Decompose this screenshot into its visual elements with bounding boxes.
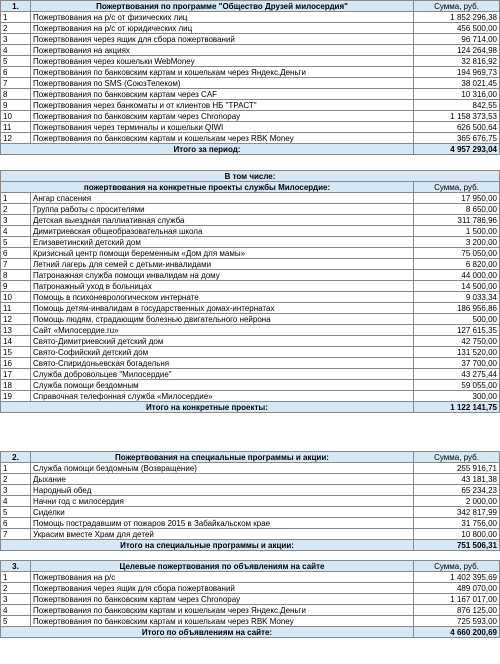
row-label: Пожертвования через терминалы и кошельки QIWI — [31, 122, 414, 133]
section-1-header — [1, 1, 500, 12]
total-label: Итого за период: — [1, 144, 414, 155]
table-row — [1, 12, 500, 23]
row-label: Димитриевская общеобразовательная школа — [31, 226, 414, 237]
table-row — [1, 347, 500, 358]
total-amount: 1 122 141,75 — [413, 402, 499, 413]
total-label: Итого на конкретные проекты: — [1, 402, 414, 413]
row-amount: 186 956,86 — [413, 303, 499, 314]
row-amount: 75 050,00 — [413, 248, 499, 259]
row-label: Пожертвования на р/с — [31, 572, 414, 583]
row-number: 13 — [1, 325, 31, 336]
row-amount: 42 750,00 — [413, 336, 499, 347]
table-row — [1, 380, 500, 391]
row-amount: 9 033,34 — [413, 292, 499, 303]
row-number: 10 — [1, 292, 31, 303]
row-number: 9 — [1, 100, 31, 111]
row-label: Помощь детям-инвалидам в государственных домах-интернатах — [31, 303, 414, 314]
row-number: 4 — [1, 226, 31, 237]
row-amount: 44 000,00 — [413, 270, 499, 281]
row-amount: 37 700,00 — [413, 358, 499, 369]
table-row — [1, 292, 500, 303]
section-1-total — [1, 144, 500, 155]
row-amount: 32 816,92 — [414, 56, 500, 67]
table-row — [1, 270, 500, 281]
row-amount: 124 264,98 — [414, 45, 500, 56]
row-label: Пожертвования на р/с от юридических лиц — [31, 23, 414, 34]
row-amount: 489 070,00 — [414, 583, 500, 594]
subheader-text: пожертвования на конкретные проекты службы Милосердие: — [1, 182, 414, 193]
projects-subheader-1 — [1, 171, 500, 182]
section-3-total — [1, 627, 500, 638]
amount-header: Сумма, руб. — [414, 452, 500, 463]
section-2-table — [0, 451, 500, 551]
row-number: 1 — [1, 463, 31, 474]
row-label: Патронажная служба помощи инвалидам на дому — [31, 270, 414, 281]
total-label: Итого на специальные программы и акции: — [1, 540, 414, 551]
row-label: Начни год с милосердия — [31, 496, 414, 507]
row-amount: 31 756,00 — [414, 518, 500, 529]
row-number: 4 — [1, 45, 31, 56]
row-number: 2 — [1, 23, 31, 34]
table-row — [1, 34, 500, 45]
row-number: 12 — [1, 314, 31, 325]
table-row — [1, 237, 500, 248]
row-number: 3 — [1, 485, 31, 496]
table-row — [1, 529, 500, 540]
row-amount: 6 820,00 — [413, 259, 499, 270]
section-2-total — [1, 540, 500, 551]
table-row — [1, 594, 500, 605]
row-number: 12 — [1, 133, 31, 144]
row-label: Сиделки — [31, 507, 414, 518]
row-amount: 59 055,00 — [413, 380, 499, 391]
table-row — [1, 122, 500, 133]
row-number: 10 — [1, 111, 31, 122]
row-label: Сайт «Милосердие.ru» — [31, 325, 414, 336]
table-row — [1, 572, 500, 583]
section-number: 1. — [1, 1, 31, 12]
row-number: 5 — [1, 507, 31, 518]
row-label: Пожертвования через ящик для сбора пожертвований — [31, 583, 414, 594]
table-row — [1, 474, 500, 485]
row-label: Пожертвования по SMS (СоюзТелеком) — [31, 78, 414, 89]
row-number: 19 — [1, 391, 31, 402]
row-label: Пожертвования по банковским картам через CAF — [31, 89, 414, 100]
row-label: Народный обед — [31, 485, 414, 496]
row-label: Справочная телефонная служба «Милосердие» — [31, 391, 414, 402]
row-label: Ангар спасения — [31, 193, 414, 204]
amount-header: Сумма, руб. — [414, 1, 500, 12]
row-label: Кризисный центр помощи беременным «Дом для мамы» — [31, 248, 414, 259]
row-amount: 10 800,00 — [414, 529, 500, 540]
row-number: 7 — [1, 529, 31, 540]
total-amount: 4 957 293,04 — [414, 144, 500, 155]
table-row — [1, 133, 500, 144]
row-number: 6 — [1, 67, 31, 78]
section-number: 2. — [1, 452, 31, 463]
row-number: 2 — [1, 474, 31, 485]
table-row — [1, 325, 500, 336]
row-number: 6 — [1, 518, 31, 529]
row-amount: 10 316,00 — [414, 89, 500, 100]
table-row — [1, 358, 500, 369]
row-number: 1 — [1, 12, 31, 23]
row-label: Служба помощи бездомным — [31, 380, 414, 391]
table-row — [1, 463, 500, 474]
section-title: Целевые пожертвования по объявлениям на сайте — [31, 561, 414, 572]
table-row — [1, 259, 500, 270]
row-label: Детская выездная паллиативная служба — [31, 215, 414, 226]
row-amount: 65 234,23 — [414, 485, 500, 496]
row-amount: 8 650,00 — [413, 204, 499, 215]
row-amount: 127 615,35 — [413, 325, 499, 336]
row-number: 1 — [1, 193, 31, 204]
row-amount: 131 520,00 — [413, 347, 499, 358]
section-3-table — [0, 560, 500, 638]
table-row — [1, 111, 500, 122]
row-amount: 1 158 373,53 — [414, 111, 500, 122]
row-amount: 1 852 296,38 — [414, 12, 500, 23]
table-row — [1, 605, 500, 616]
row-amount: 300,00 — [413, 391, 499, 402]
projects-table — [0, 170, 500, 413]
row-amount: 96 714,00 — [414, 34, 500, 45]
section-title: Пожертвования по программе "Общество Друзей милосердия" — [31, 1, 414, 12]
row-label: Служба помощи бездомным (Возвращение) — [31, 463, 414, 474]
row-label: Украсим вместе Храм для детей — [31, 529, 414, 540]
table-row — [1, 204, 500, 215]
row-number: 2 — [1, 583, 31, 594]
table-row — [1, 56, 500, 67]
projects-total — [1, 402, 500, 413]
amount-header: Сумма, руб. — [414, 561, 500, 572]
row-number: 11 — [1, 303, 31, 314]
row-number: 3 — [1, 215, 31, 226]
row-label: Пожертвования по банковским картам и кошелькам через Яндекс.Деньги — [31, 605, 414, 616]
row-label: Пожертвования через ящик для сбора пожертвований — [31, 34, 414, 45]
table-row — [1, 67, 500, 78]
total-amount: 751 506,31 — [414, 540, 500, 551]
row-amount: 43 181,38 — [414, 474, 500, 485]
row-number: 1 — [1, 572, 31, 583]
row-label: Помощь людям, страдающим болезнью двигательного нейрона — [31, 314, 414, 325]
table-row — [1, 78, 500, 89]
subheader-text: В том числе: — [1, 171, 500, 182]
table-row — [1, 391, 500, 402]
row-amount: 365 676,75 — [414, 133, 500, 144]
table-row — [1, 23, 500, 34]
table-row — [1, 496, 500, 507]
section-number: 3. — [1, 561, 31, 572]
table-row — [1, 518, 500, 529]
row-number: 5 — [1, 237, 31, 248]
row-label: Пожертвования по банковским картам через Chronopay — [31, 111, 414, 122]
row-amount: 725 593,00 — [414, 616, 500, 627]
section-title: Пожертвования на специальные программы и акции: — [31, 452, 414, 463]
row-amount: 311 786,96 — [413, 215, 499, 226]
row-label: Пожертвования по банковским картам через Chronopay — [31, 594, 414, 605]
row-label: Помощь в психоневрологическом интернате — [31, 292, 414, 303]
row-number: 3 — [1, 594, 31, 605]
row-amount: 3 200,00 — [413, 237, 499, 248]
section-1-table — [0, 0, 500, 155]
table-row — [1, 226, 500, 237]
row-number: 6 — [1, 248, 31, 259]
row-number: 4 — [1, 496, 31, 507]
total-amount: 4 660 200,69 — [414, 627, 500, 638]
table-row — [1, 89, 500, 100]
row-label: Свято-Димитриевский детский дом — [31, 336, 414, 347]
projects-subheader-2 — [1, 182, 500, 193]
row-number: 7 — [1, 78, 31, 89]
row-number: 5 — [1, 616, 31, 627]
row-number: 8 — [1, 270, 31, 281]
row-label: Пожертвования на акциях — [31, 45, 414, 56]
row-amount: 194 969,73 — [414, 67, 500, 78]
row-label: Помощь пострадавшим от пожаров 2015 в Забайкальском крае — [31, 518, 414, 529]
row-number: 2 — [1, 204, 31, 215]
row-number: 4 — [1, 605, 31, 616]
table-row — [1, 215, 500, 226]
table-row — [1, 303, 500, 314]
row-label: Пожертвования по банковским картам и кошелькам через RBK Money — [31, 616, 414, 627]
section-2-header — [1, 452, 500, 463]
row-amount: 43 275,44 — [413, 369, 499, 380]
row-amount: 1 167 017,00 — [414, 594, 500, 605]
row-amount: 1 402 395,69 — [414, 572, 500, 583]
row-label: Елизаветинский детский дом — [31, 237, 414, 248]
row-number: 16 — [1, 358, 31, 369]
total-label: Итого по объявлениям на сайте: — [1, 627, 414, 638]
row-number: 17 — [1, 369, 31, 380]
table-row — [1, 193, 500, 204]
table-row — [1, 369, 500, 380]
row-amount: 342 817,99 — [414, 507, 500, 518]
row-amount: 17 950,00 — [413, 193, 499, 204]
table-row — [1, 616, 500, 627]
row-number: 3 — [1, 34, 31, 45]
row-label: Свято-Спиридоньевская богадельня — [31, 358, 414, 369]
row-label: Пожертвования на р/с от физических лиц — [31, 12, 414, 23]
row-number: 5 — [1, 56, 31, 67]
row-label: Пожертвования через банкоматы и от клиентов НБ "ТРАСТ" — [31, 100, 414, 111]
row-label: Патронажный уход в больницах — [31, 281, 414, 292]
row-amount: 14 500,00 — [413, 281, 499, 292]
table-row — [1, 314, 500, 325]
row-amount: 38 021,45 — [414, 78, 500, 89]
row-number: 7 — [1, 259, 31, 270]
row-number: 9 — [1, 281, 31, 292]
section-3-header — [1, 561, 500, 572]
table-row — [1, 45, 500, 56]
row-number: 11 — [1, 122, 31, 133]
row-amount: 255 916,71 — [414, 463, 500, 474]
row-label: Летний лагерь для семей с детьми-инвалидами — [31, 259, 414, 270]
table-row — [1, 100, 500, 111]
row-amount: 2 000,00 — [414, 496, 500, 507]
row-amount: 456 500,00 — [414, 23, 500, 34]
row-label: Пожертвования через кошельки WebMoney — [31, 56, 414, 67]
row-amount: 842,55 — [414, 100, 500, 111]
row-amount: 500,00 — [413, 314, 499, 325]
row-amount: 876 125,00 — [414, 605, 500, 616]
table-row — [1, 336, 500, 347]
table-row — [1, 485, 500, 496]
row-number: 18 — [1, 380, 31, 391]
row-label: Свято-Софийский детский дом — [31, 347, 414, 358]
row-label: Дыхание — [31, 474, 414, 485]
row-number: 14 — [1, 336, 31, 347]
row-label: Служба добровольцев "Милосердие" — [31, 369, 414, 380]
row-label: Пожертвования по банковским картам и кошелькам через RBK Money — [31, 133, 414, 144]
row-number: 8 — [1, 89, 31, 100]
row-amount: 626 500,64 — [414, 122, 500, 133]
table-row — [1, 507, 500, 518]
row-number: 15 — [1, 347, 31, 358]
table-row — [1, 281, 500, 292]
row-amount: 1 500,00 — [413, 226, 499, 237]
row-label: Группа работы с просителями — [31, 204, 414, 215]
amount-header: Сумма, руб. — [413, 182, 499, 193]
row-label: Пожертвования по банковским картам и кошелькам через Яндекс.Деньги — [31, 67, 414, 78]
table-row — [1, 248, 500, 259]
table-row — [1, 583, 500, 594]
